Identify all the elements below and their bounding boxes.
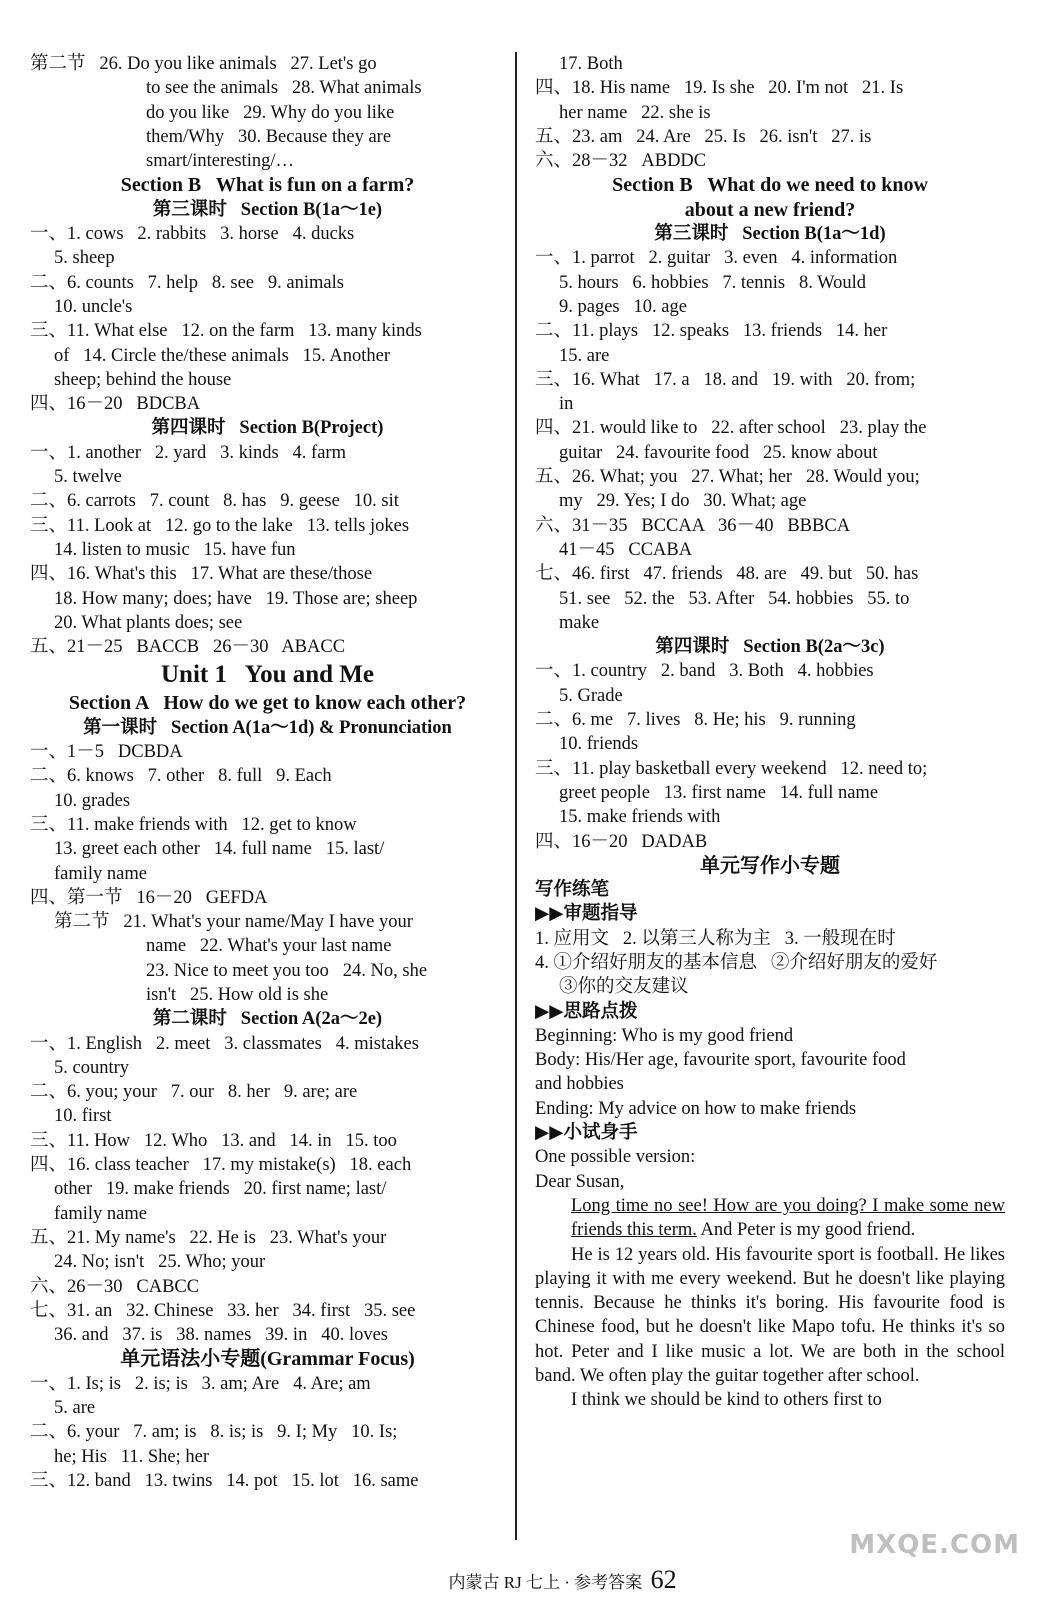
left-line: family name (54, 863, 147, 884)
left-line: them/Why 30. Because they are (146, 126, 392, 147)
left-line: 二、6. carrots 7. count 8. has 9. geese 10. sit (30, 491, 399, 512)
right-line: 17. Both (559, 54, 623, 74)
left-line: Section A How do we get to know each other? (68, 692, 467, 715)
left-line: 5. twelve (54, 467, 122, 488)
right-line: 9. pages 10. age (559, 296, 687, 317)
right-line: in (559, 394, 574, 415)
left-line: 五、21－25 BACCB 26－30 ABACC (30, 637, 346, 658)
left-line: he; His 11. She; her (54, 1446, 210, 1467)
right-line: Dear Susan, (535, 1171, 625, 1192)
right-line: 1. 应用文 2. 以第三人称为主 3. 一般现在时 (535, 928, 896, 949)
right-line: 41－45 CCABA (559, 539, 693, 560)
left-line: 24. No; isn't 25. Who; your (54, 1252, 266, 1273)
left-line: 5. are (54, 1398, 96, 1419)
left-line: 一、1. another 2. yard 3. kinds 4. farm (30, 442, 346, 463)
left-line: Unit 1 You and Me (161, 661, 374, 689)
left-line: of 14. Circle the/these animals 15. Another (54, 345, 391, 366)
right-line: 一、1. parrot 2. guitar 3. even 4. information (535, 248, 898, 269)
left-line: 七、31. an 32. Chinese 33. her 34. first 35. see (30, 1300, 416, 1321)
left-line: 20. What plants does; see (54, 612, 243, 633)
right-line: 单元写作小专题 (700, 854, 840, 877)
letter-paragraph-2: He is 12 years old. His favourite sport is football. He likes playing it with me every weekend. But he doesn't like playing tennis. Because he thinks it's boring. His favourite food is Chinese food, but he doesn't like Mapo tofu. He thinks it's so hot. Peter and I like music a lot. We are both in the school band. We often play the guitar together after school. (535, 1244, 1005, 1387)
left-line: 二、6. you; your 7. our 8. her 9. are; are (30, 1082, 358, 1103)
right-line: 四、16－20 DADAB (535, 831, 708, 852)
right-line: Body: His/Her age, favourite sport, favourite food (535, 1050, 906, 1071)
left-line: 18. How many; does; have 19. Those are; sheep (54, 588, 418, 609)
left-line: name 22. What's your last name (146, 936, 392, 957)
left-line: 三、11. make friends with 12. get to know (30, 814, 357, 835)
right-line: Beginning: Who is my good friend (535, 1025, 794, 1046)
right-answer-lines (535, 52, 1005, 1194)
right-line: her name 22. she is (559, 102, 711, 123)
left-line: other 19. make friends 20. first name; last/ (54, 1179, 387, 1200)
left-line: 第一课时 Section A(1a～1d) & Pronunciation (83, 717, 452, 738)
left-line: 五、21. My name's 22. He is 23. What's your (30, 1227, 387, 1248)
right-line: 51. see 52. the 53. After 54. hobbies 55. to (559, 588, 910, 609)
right-line: 四、21. would like to 22. after school 23. play the (535, 418, 927, 439)
left-line: 四、16. What's this 17. What are these/those (30, 564, 373, 585)
right-line: 15. make friends with (559, 807, 721, 828)
right-line: 写作练笔 (535, 880, 610, 901)
right-line: 七、46. first 47. friends 48. are 49. but 50. has (535, 564, 919, 585)
right-column (535, 52, 1005, 1413)
right-line: Section B What do we need to know (612, 174, 928, 197)
left-line: 23. Nice to meet you too 24. No, she (146, 960, 428, 981)
right-line: 4. ①介绍好朋友的基本信息 ②介绍好朋友的爱好 (535, 952, 938, 973)
left-line: 四、16. class teacher 17. my mistake(s) 18. each (30, 1155, 412, 1176)
right-line: greet people 13. first name 14. full name (559, 782, 879, 803)
left-line: 5. sheep (54, 248, 115, 269)
right-line: 第四课时 Section B(2a～3c) (655, 637, 885, 658)
left-line: 第三课时 Section B(1a～1e) (152, 199, 383, 220)
left-line: 第二课时 Section A(2a～2e) (152, 1009, 383, 1030)
left-line: Section B What is fun on a farm? (120, 174, 415, 197)
left-line: isn't 25. How old is she (146, 984, 329, 1005)
left-column (30, 52, 505, 1493)
left-line: 六、26－30 CABCC (30, 1276, 200, 1297)
left-line: 二、6. counts 7. help 8. see 9. animals (30, 272, 344, 293)
right-line: 三、16. What 17. a 18. and 19. with 20. from; (535, 369, 916, 390)
left-line: 第二节 26. Do you like animals 27. Let's go (30, 54, 377, 74)
right-line: and hobbies (535, 1074, 624, 1095)
left-line: 三、12. band 13. twins 14. pot 15. lot 16. same (30, 1470, 419, 1491)
right-line: Ending: My advice on how to make friends (535, 1098, 857, 1119)
left-line: 一、1. cows 2. rabbits 3. horse 4. ducks (30, 224, 355, 245)
left-line: 10. uncle's (54, 296, 133, 317)
left-line: 14. listen to music 15. have fun (54, 539, 296, 560)
right-line: 六、28－32 ABDDC (535, 151, 707, 172)
right-line: 六、31－35 BCCAA 36－40 BBBCA (535, 515, 851, 536)
right-line: ▶▶思路点拨 (535, 1001, 638, 1022)
left-line: family name (54, 1203, 147, 1224)
left-line: 5. country (54, 1057, 130, 1078)
letter-paragraph-3: I think we should be kind to others first to (571, 1390, 882, 1411)
right-line: my 29. Yes; I do 30. What; age (559, 491, 807, 512)
right-line: 一、1. country 2. band 3. Both 4. hobbies (535, 661, 874, 682)
left-line: 二、6. knows 7. other 8. full 9. Each (30, 766, 332, 787)
right-line: make (559, 612, 600, 633)
left-line: 二、6. your 7. am; is 8. is; is 9. I; My 10. Is; (30, 1422, 398, 1443)
left-line: 四、第一节 16－20 GEFDA (30, 887, 268, 908)
right-line: 5. Grade (559, 685, 623, 706)
letter-paragraph-1 (535, 1194, 1005, 1243)
right-line: 二、11. plays 12. speaks 13. friends 14. her (535, 321, 888, 342)
left-line: 一、1. English 2. meet 3. classmates 4. mistakes (30, 1033, 419, 1054)
left-line: 单元语法小专题(Grammar Focus) (120, 1348, 415, 1371)
column-divider (515, 52, 517, 1540)
watermark: MXQE.COM (849, 1530, 1020, 1560)
left-line: 一、1－5 DCBDA (30, 742, 183, 763)
letter-opening-rest: And Peter is my good friend. (696, 1220, 916, 1241)
left-line: 36. and 37. is 38. names 39. in 40. loves (54, 1325, 389, 1346)
right-line: 四、18. His name 19. Is she 20. I'm not 21. Is (535, 78, 904, 99)
left-line: sheep; behind the house (54, 369, 232, 390)
right-line: 10. friends (559, 734, 639, 755)
sample-letter (535, 1194, 1005, 1413)
left-line: 三、11. What else 12. on the farm 13. many kinds (30, 321, 422, 342)
left-line: 第二节 21. What's your name/May I have your (54, 912, 413, 933)
right-line: ▶▶审题指导 (535, 904, 638, 925)
left-line: 一、1. Is; is 2. is; is 3. am; Are 4. Are; am (30, 1373, 371, 1394)
footer-label: 内蒙古 RJ 七上 · 参考答案 (448, 1573, 643, 1592)
right-line: One possible version: (535, 1147, 696, 1168)
left-line: 三、11. How 12. Who 13. and 14. in 15. too (30, 1130, 397, 1151)
page-footer (440, 1535, 677, 1594)
left-line: smart/interesting/… (146, 151, 294, 172)
left-line: 10. first (54, 1106, 112, 1127)
left-line: 10. grades (54, 790, 131, 811)
letter-underlined-opening: Long time no see! How are you doing? I make some new friends this term. (571, 1195, 1005, 1241)
left-line: 第四课时 Section B(Project) (151, 418, 384, 439)
right-line: 15. are (559, 345, 610, 366)
left-line: do you like 29. Why do you like (146, 102, 395, 123)
page-number: 62 (650, 1565, 677, 1594)
right-line: 三、11. play basketball every weekend 12. need to; (535, 758, 928, 779)
right-line: guitar 24. favourite food 25. know about (559, 442, 878, 463)
left-line: 13. greet each other 14. full name 15. last/ (54, 839, 385, 860)
right-line: 二、6. me 7. lives 8. He; his 9. running (535, 710, 856, 731)
right-line: 5. hours 6. hobbies 7. tennis 8. Would (559, 272, 867, 293)
right-line: 第三课时 Section B(1a～1d) (654, 224, 886, 245)
left-line: to see the animals 28. What animals (146, 78, 422, 99)
right-line: about a new friend? (684, 198, 856, 221)
right-line: 五、26. What; you 27. What; her 28. Would you; (535, 467, 920, 488)
left-line: 三、11. Look at 12. go to the lake 13. tells jokes (30, 515, 410, 536)
left-line: 四、16－20 BDCBA (30, 394, 201, 415)
right-line: ▶▶小试身手 (535, 1123, 638, 1144)
right-line: 五、23. am 24. Are 25. Is 26. isn't 27. is (535, 126, 872, 147)
right-line: ③你的交友建议 (559, 977, 689, 998)
